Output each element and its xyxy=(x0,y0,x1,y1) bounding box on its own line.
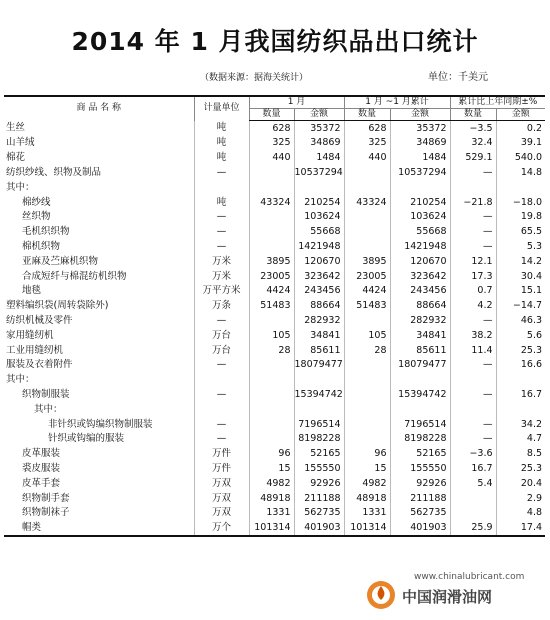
jan-quantity: 4424 xyxy=(249,284,294,299)
yoy-amount xyxy=(496,402,545,417)
cum-amount: 155550 xyxy=(390,461,450,476)
jan-amount: 34841 xyxy=(294,328,344,343)
jan-quantity xyxy=(249,239,294,254)
cum-amount: 323642 xyxy=(390,269,450,284)
cum-amount xyxy=(390,402,450,417)
row-name: 毛机织织物 xyxy=(22,226,70,238)
table-row xyxy=(4,269,545,284)
table-row xyxy=(4,387,545,402)
yoy-amount: 540.0 xyxy=(496,151,545,166)
row-unit: — xyxy=(194,387,249,402)
yoy-quantity: 529.1 xyxy=(450,151,496,166)
jan-amount: 85611 xyxy=(294,343,344,358)
jan-quantity: 3895 xyxy=(249,254,294,269)
yoy-quantity: 0.7 xyxy=(450,284,496,299)
jan-amount: 210254 xyxy=(294,195,344,210)
header-cum-quantity: 数量 xyxy=(344,109,390,121)
jan-amount: 8198228 xyxy=(294,432,344,447)
cum-amount: 34869 xyxy=(390,136,450,151)
row-name: 纺织纱线、织物及制品 xyxy=(6,167,102,179)
yoy-amount: 8.5 xyxy=(496,447,545,462)
jan-quantity xyxy=(249,387,294,402)
row-name: 家用缝纫机 xyxy=(6,329,54,341)
cum-amount: 85611 xyxy=(390,343,450,358)
jan-amount: 211188 xyxy=(294,491,344,506)
yoy-quantity: 32.4 xyxy=(450,136,496,151)
row-name: 合成短纤与棉混纺机织物 xyxy=(22,270,127,282)
jan-quantity xyxy=(249,432,294,447)
yoy-amount: 30.4 xyxy=(496,269,545,284)
row-unit xyxy=(194,402,249,417)
cum-amount: 15394742 xyxy=(390,387,450,402)
jan-amount: 52165 xyxy=(294,447,344,462)
yoy-amount: 14.2 xyxy=(496,254,545,269)
jan-amount: 282932 xyxy=(294,313,344,328)
jan-amount: 55668 xyxy=(294,225,344,240)
jan-quantity: 28 xyxy=(249,343,294,358)
cum-amount: 52165 xyxy=(390,447,450,462)
table-row xyxy=(4,195,545,210)
table-row xyxy=(4,121,545,136)
row-unit: 万米 xyxy=(194,254,249,269)
row-unit: 万平方米 xyxy=(194,284,249,299)
jan-amount: 562735 xyxy=(294,506,344,521)
cum-quantity xyxy=(344,387,390,402)
cum-quantity: 628 xyxy=(344,121,390,136)
yoy-quantity: −3.6 xyxy=(450,447,496,462)
cum-quantity xyxy=(344,165,390,180)
cum-quantity: 96 xyxy=(344,447,390,462)
row-unit: — xyxy=(194,358,249,373)
jan-quantity: 1331 xyxy=(249,506,294,521)
row-name: 皮革手套 xyxy=(22,477,61,489)
jan-quantity xyxy=(249,225,294,240)
header-yoy-amount: 金额 xyxy=(496,109,545,121)
jan-quantity: 4982 xyxy=(249,476,294,491)
row-name: 织物制手套 xyxy=(22,492,70,504)
cum-quantity: 28 xyxy=(344,343,390,358)
jan-quantity xyxy=(249,165,294,180)
jan-quantity: 51483 xyxy=(249,299,294,314)
jan-amount xyxy=(294,180,344,195)
row-unit: 万台 xyxy=(194,328,249,343)
yoy-quantity: — xyxy=(450,225,496,240)
table-row xyxy=(4,284,545,299)
yoy-quantity: 4.2 xyxy=(450,299,496,314)
report-title: 2014 年 1 月我国纺织品出口统计 xyxy=(71,27,479,56)
table-row xyxy=(4,225,545,240)
row-name: 丝织物 xyxy=(22,211,51,223)
header-january: 1 月 xyxy=(249,96,344,109)
jan-amount: 120670 xyxy=(294,254,344,269)
jan-amount: 155550 xyxy=(294,461,344,476)
row-name: 裘皮服装 xyxy=(22,462,61,474)
yoy-quantity: 25.9 xyxy=(450,521,496,537)
yoy-quantity: 38.2 xyxy=(450,328,496,343)
table-row xyxy=(4,165,545,180)
row-name: 山羊绒 xyxy=(6,137,35,149)
jan-amount xyxy=(294,402,344,417)
watermark xyxy=(362,570,548,610)
row-unit: 万个 xyxy=(194,521,249,537)
row-name: 纺织机械及零件 xyxy=(6,315,73,326)
yoy-quantity: — xyxy=(450,313,496,328)
cum-amount: 401903 xyxy=(390,521,450,537)
cum-quantity xyxy=(344,180,390,195)
table-row xyxy=(4,313,545,328)
row-unit: — xyxy=(194,225,249,240)
cum-quantity xyxy=(344,225,390,240)
jan-amount: 7196514 xyxy=(294,417,344,432)
table-row xyxy=(4,343,545,358)
row-name: 地毯 xyxy=(22,285,42,297)
jan-amount: 92926 xyxy=(294,476,344,491)
row-name: 织物制袜子 xyxy=(22,507,70,519)
row-unit: 万双 xyxy=(194,506,249,521)
jan-quantity: 15 xyxy=(249,461,294,476)
yoy-amount: 34.2 xyxy=(496,417,545,432)
yoy-quantity: 17.3 xyxy=(450,269,496,284)
row-name: 其中： xyxy=(6,374,35,386)
cum-amount: 1484 xyxy=(390,151,450,166)
header-yoy-quantity: 数量 xyxy=(450,109,496,121)
row-unit: — xyxy=(194,239,249,254)
yoy-amount: 19.8 xyxy=(496,210,545,225)
cum-amount: 282932 xyxy=(390,313,450,328)
yoy-quantity: — xyxy=(450,358,496,373)
cum-amount: 10537294 xyxy=(390,165,450,180)
row-unit: — xyxy=(194,165,249,180)
yoy-quantity: — xyxy=(450,165,496,180)
cum-amount: 210254 xyxy=(390,195,450,210)
yoy-quantity xyxy=(450,373,496,388)
yoy-amount: −18.0 xyxy=(496,195,545,210)
row-unit: 吨 xyxy=(194,121,249,136)
row-unit: — xyxy=(194,432,249,447)
jan-quantity: 105 xyxy=(249,328,294,343)
yoy-amount: 16.6 xyxy=(496,358,545,373)
row-unit: — xyxy=(194,313,249,328)
cum-quantity xyxy=(344,373,390,388)
row-unit: 万双 xyxy=(194,491,249,506)
yoy-quantity: 11.4 xyxy=(450,343,496,358)
row-unit: 万件 xyxy=(194,447,249,462)
row-unit: 万台 xyxy=(194,343,249,358)
yoy-amount xyxy=(496,373,545,388)
row-name: 棉机织物 xyxy=(22,241,61,253)
jan-quantity: 325 xyxy=(249,136,294,151)
watermark-name: 中国润滑油网 xyxy=(402,588,493,606)
jan-amount: 323642 xyxy=(294,269,344,284)
header-cumulative: 1 月 ~1 月累计 xyxy=(344,96,450,109)
jan-quantity xyxy=(249,313,294,328)
cum-amount xyxy=(390,180,450,195)
jan-amount: 10537294 xyxy=(294,165,344,180)
header-yoy-change: 累计比上年同期±% xyxy=(450,96,545,109)
yoy-amount: 4.7 xyxy=(496,432,545,447)
cum-amount: 8198228 xyxy=(390,432,450,447)
yoy-amount: 46.3 xyxy=(496,313,545,328)
cum-amount xyxy=(390,373,450,388)
jan-amount: 35372 xyxy=(294,121,344,136)
yoy-quantity xyxy=(450,180,496,195)
jan-quantity: 96 xyxy=(249,447,294,462)
yoy-quantity: — xyxy=(450,417,496,432)
jan-quantity xyxy=(249,402,294,417)
jan-amount: 243456 xyxy=(294,284,344,299)
yoy-amount: 4.8 xyxy=(496,506,545,521)
jan-amount: 88664 xyxy=(294,299,344,314)
yoy-quantity: −3.5 xyxy=(450,121,496,136)
row-name: 生丝 xyxy=(6,122,26,134)
jan-quantity: 440 xyxy=(249,151,294,166)
yoy-amount: −14.7 xyxy=(496,299,545,314)
yoy-quantity xyxy=(450,506,496,521)
jan-amount: 401903 xyxy=(294,521,344,537)
row-unit: 万条 xyxy=(194,299,249,314)
cum-amount: 35372 xyxy=(390,121,450,136)
jan-amount: 15394742 xyxy=(294,387,344,402)
table-row xyxy=(4,299,545,314)
jan-quantity xyxy=(249,417,294,432)
cum-amount: 562735 xyxy=(390,506,450,521)
jan-quantity xyxy=(249,180,294,195)
jan-amount: 18079477 xyxy=(294,358,344,373)
table-row xyxy=(4,521,545,537)
jan-amount: 34869 xyxy=(294,136,344,151)
watermark-url: www.chinalubricant.com xyxy=(414,572,525,582)
cum-quantity: 23005 xyxy=(344,269,390,284)
table-row xyxy=(4,373,545,388)
table-row xyxy=(4,210,545,225)
cum-quantity: 3895 xyxy=(344,254,390,269)
header-unit: 计量单位 xyxy=(194,96,249,121)
yoy-amount: 25.3 xyxy=(496,343,545,358)
jan-quantity xyxy=(249,358,294,373)
row-unit: 吨 xyxy=(194,195,249,210)
cum-quantity: 4424 xyxy=(344,284,390,299)
cum-amount: 1421948 xyxy=(390,239,450,254)
cum-quantity: 43324 xyxy=(344,195,390,210)
yoy-quantity xyxy=(450,402,496,417)
yoy-quantity xyxy=(450,491,496,506)
table-row xyxy=(4,491,545,506)
yoy-amount: 39.1 xyxy=(496,136,545,151)
row-name: 其中： xyxy=(34,403,63,415)
table-row xyxy=(4,447,545,462)
yoy-quantity: −21.8 xyxy=(450,195,496,210)
row-name: 棉花 xyxy=(6,152,26,164)
cum-quantity xyxy=(344,358,390,373)
yoy-amount: 65.5 xyxy=(496,225,545,240)
cum-quantity xyxy=(344,313,390,328)
yoy-amount: 0.2 xyxy=(496,121,545,136)
table-row xyxy=(4,328,545,343)
row-name: 棉纱线 xyxy=(22,196,51,208)
yoy-amount: 16.7 xyxy=(496,387,545,402)
table-row xyxy=(4,417,545,432)
jan-quantity: 23005 xyxy=(249,269,294,284)
row-name: 织物制服装 xyxy=(22,388,70,400)
cum-quantity: 101314 xyxy=(344,521,390,537)
table-row xyxy=(4,402,545,417)
row-unit xyxy=(194,180,249,195)
cum-quantity: 440 xyxy=(344,151,390,166)
jan-quantity: 628 xyxy=(249,121,294,136)
cum-amount: 120670 xyxy=(390,254,450,269)
oil-drop-logo-icon xyxy=(364,576,398,610)
yoy-quantity: — xyxy=(450,432,496,447)
cum-quantity xyxy=(344,239,390,254)
yoy-quantity: — xyxy=(450,387,496,402)
yoy-quantity: 16.7 xyxy=(450,461,496,476)
row-name: 其中： xyxy=(6,181,35,193)
header-cum-amount: 金额 xyxy=(390,109,450,121)
cum-amount: 243456 xyxy=(390,284,450,299)
jan-quantity: 43324 xyxy=(249,195,294,210)
jan-quantity xyxy=(249,210,294,225)
cum-quantity: 15 xyxy=(344,461,390,476)
jan-quantity: 101314 xyxy=(249,521,294,537)
header-jan-quantity: 数量 xyxy=(249,109,294,121)
currency-unit: 单位：千美元 xyxy=(428,72,488,83)
export-stats-table xyxy=(4,95,545,537)
row-name: 工业用缝纫机 xyxy=(6,344,64,356)
jan-amount: 1421948 xyxy=(294,239,344,254)
jan-amount: 1484 xyxy=(294,151,344,166)
table-row xyxy=(4,239,545,254)
jan-quantity: 48918 xyxy=(249,491,294,506)
row-name: 塑料编织袋(周转袋除外) xyxy=(6,300,109,312)
table-row xyxy=(4,506,545,521)
table-row xyxy=(4,432,545,447)
table-body xyxy=(4,121,545,537)
yoy-amount xyxy=(496,180,545,195)
yoy-amount: 2.9 xyxy=(496,491,545,506)
data-source: （数据来源：据海关统计） xyxy=(200,73,309,83)
yoy-quantity: — xyxy=(450,210,496,225)
cum-amount: 88664 xyxy=(390,299,450,314)
yoy-quantity: 12.1 xyxy=(450,254,496,269)
row-unit: 吨 xyxy=(194,136,249,151)
yoy-quantity: 5.4 xyxy=(450,476,496,491)
table-row xyxy=(4,476,545,491)
table-row xyxy=(4,136,545,151)
cum-quantity: 1331 xyxy=(344,506,390,521)
row-name: 针织或钩编的服装 xyxy=(48,433,125,445)
table-row xyxy=(4,254,545,269)
row-unit xyxy=(194,373,249,388)
table-row xyxy=(4,461,545,476)
header-product-name: 商 品 名 称 xyxy=(4,96,194,121)
header-jan-amount: 金额 xyxy=(294,109,344,121)
yoy-amount: 20.4 xyxy=(496,476,545,491)
yoy-amount: 5.6 xyxy=(496,328,545,343)
cum-amount: 34841 xyxy=(390,328,450,343)
cum-quantity xyxy=(344,402,390,417)
jan-amount xyxy=(294,373,344,388)
cum-amount: 55668 xyxy=(390,225,450,240)
table-row xyxy=(4,151,545,166)
yoy-amount: 5.3 xyxy=(496,239,545,254)
row-unit: 吨 xyxy=(194,151,249,166)
yoy-amount: 14.8 xyxy=(496,165,545,180)
cum-quantity: 105 xyxy=(344,328,390,343)
yoy-amount: 15.1 xyxy=(496,284,545,299)
row-unit: 万件 xyxy=(194,461,249,476)
cum-amount: 92926 xyxy=(390,476,450,491)
row-unit: — xyxy=(194,210,249,225)
cum-quantity: 48918 xyxy=(344,491,390,506)
table-row xyxy=(4,358,545,373)
cum-quantity: 325 xyxy=(344,136,390,151)
row-unit: 万米 xyxy=(194,269,249,284)
jan-quantity xyxy=(249,373,294,388)
cum-quantity xyxy=(344,432,390,447)
row-name: 皮革服装 xyxy=(22,448,61,460)
cum-quantity: 4982 xyxy=(344,476,390,491)
cum-amount: 18079477 xyxy=(390,358,450,373)
yoy-amount: 17.4 xyxy=(496,521,545,537)
row-name: 亚麻及苎麻机织物 xyxy=(22,255,99,267)
row-unit: — xyxy=(194,417,249,432)
jan-amount: 103624 xyxy=(294,210,344,225)
cum-amount: 7196514 xyxy=(390,417,450,432)
row-name: 非针织或钩编织物制服装 xyxy=(48,418,153,430)
cum-amount: 211188 xyxy=(390,491,450,506)
table-row xyxy=(4,180,545,195)
row-unit: 万双 xyxy=(194,476,249,491)
row-name: 服装及衣着附件 xyxy=(6,359,73,371)
cum-quantity xyxy=(344,417,390,432)
row-name: 帽类 xyxy=(4,521,194,537)
cum-quantity: 51483 xyxy=(344,299,390,314)
cum-amount: 103624 xyxy=(390,210,450,225)
cum-quantity xyxy=(344,210,390,225)
yoy-amount: 25.3 xyxy=(496,461,545,476)
yoy-quantity: — xyxy=(450,239,496,254)
